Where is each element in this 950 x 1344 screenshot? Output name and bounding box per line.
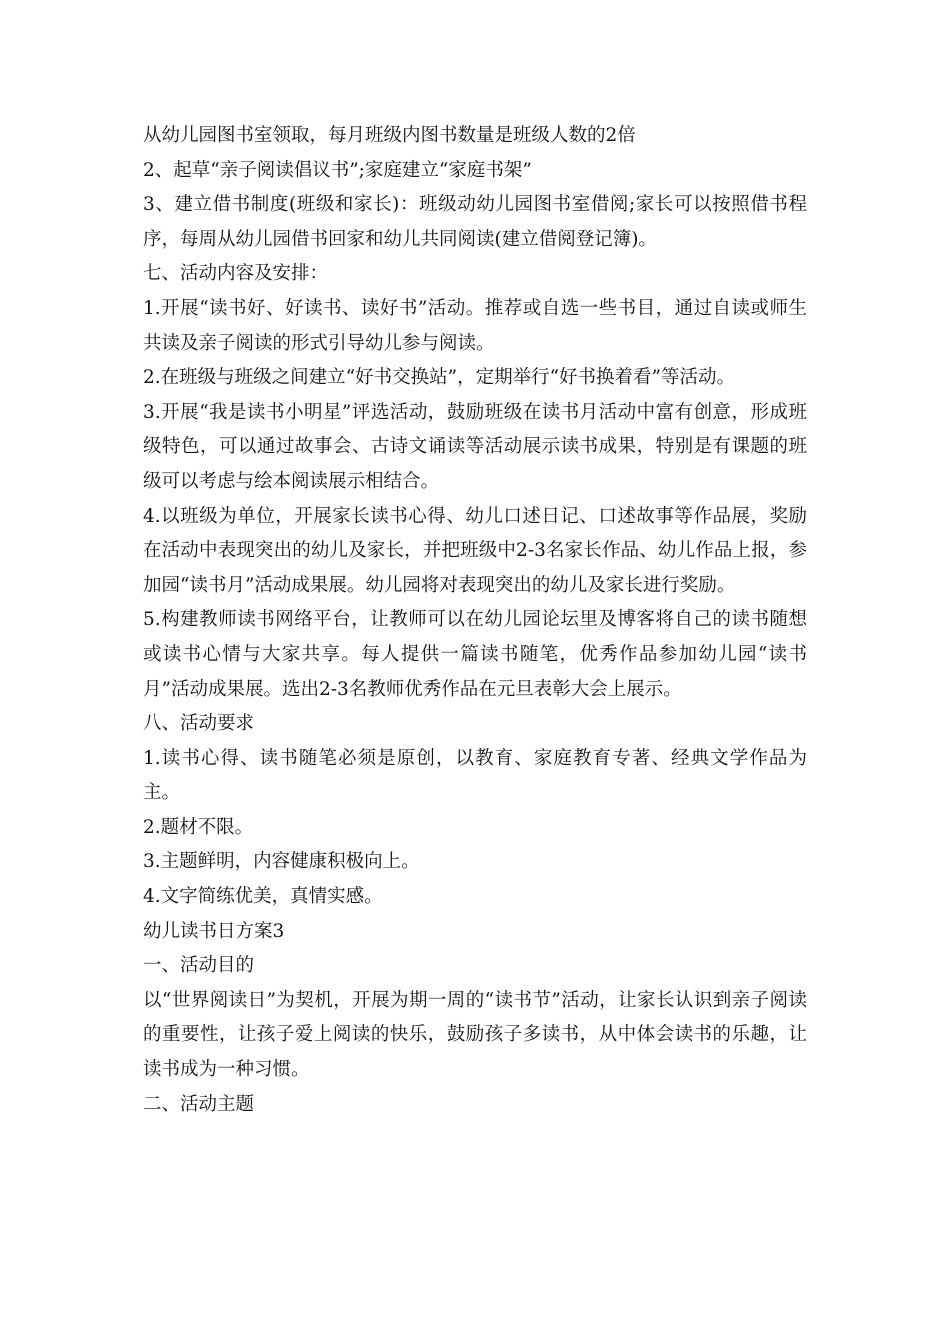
section-heading-purpose: 一、活动目的 <box>143 955 255 977</box>
paragraph-borrowing-system: 3、建立借书制度(班级和家长)：班级动幼儿园图书室借阅;家长可以按照借书程序，每周从幼儿园借书回家和幼儿共同阅读(建立借阅登记簿)。 <box>143 194 807 250</box>
section-heading-theme: 二、活动主题 <box>143 1093 255 1115</box>
section-heading-activities: 七、活动内容及安排： <box>143 263 329 285</box>
paragraph-activity-1: 1.开展“读书好、好读书、读好书”活动。推荐或自选一些书目，通过自读或师生共读及亲子阅读的形式引导幼儿参与阅读。 <box>143 297 807 354</box>
document-body <box>143 119 807 1122</box>
paragraph-activity-5: 5.构建教师读书网络平台，让教师可以在幼儿园论坛里及博客将自己的读书随想或读书心情与大家共享。每人提供一篇读书随笔，优秀作品参加幼儿园“读书月”活动成果展。选出2-3名教师优秀作品在元旦表彰大会上展示。 <box>143 609 807 700</box>
paragraph-activity-4: 4.以班级为单位，开展家长读书心得、幼儿口述日记、口述故事等作品展，奖励在活动中表现突出的幼儿及家长，并把班级中2-3名家长作品、幼儿作品上报，参加园“读书月”活动成果展。幼儿园将对表现突出的幼儿及家长进行奖励。 <box>143 505 807 596</box>
plan-title: 幼儿读书日方案3 <box>143 920 285 942</box>
paragraph-requirement-1: 1.读书心得、读书随笔必须是原创，以教育、家庭教育专著、经典文学作品为主。 <box>143 747 807 804</box>
paragraph-activity-3: 3.开展“我是读书小明星”评选活动，鼓励班级在读书月活动中富有创意，形成班级特色，可以通过故事会、古诗文诵读等活动展示读书成果，特别是有课题的班级可以考虑与绘本阅读展示相结合。 <box>143 401 807 492</box>
section-heading-requirements: 八、活动要求 <box>143 713 255 735</box>
paragraph-book-source: 从幼儿园图书室领取，每月班级内图书数量是班级人数的2倍 <box>143 125 636 146</box>
paragraph-reading-proposal: 2、起草“亲子阅读倡议书”;家庭建立“家庭书架” <box>143 159 532 181</box>
paragraph-activity-2: 2.在班级与班级之间建立“好书交换站”，定期举行“好书换着看”等活动。 <box>143 367 735 389</box>
paragraph-requirement-4: 4.文字简练优美，真情实感。 <box>143 886 383 908</box>
paragraph-requirement-3: 3.主题鲜明，内容健康积极向上。 <box>143 851 420 873</box>
paragraph-requirement-2: 2.题材不限。 <box>143 816 254 838</box>
paragraph-purpose: 以“世界阅读日”为契机，开展为期一周的“读书节”活动，让家长认识到亲子阅读的重要性，让孩子爱上阅读的快乐，鼓励孩子多读书，从中体会读书的乐趣，让读书成为一种习惯。 <box>143 989 807 1081</box>
